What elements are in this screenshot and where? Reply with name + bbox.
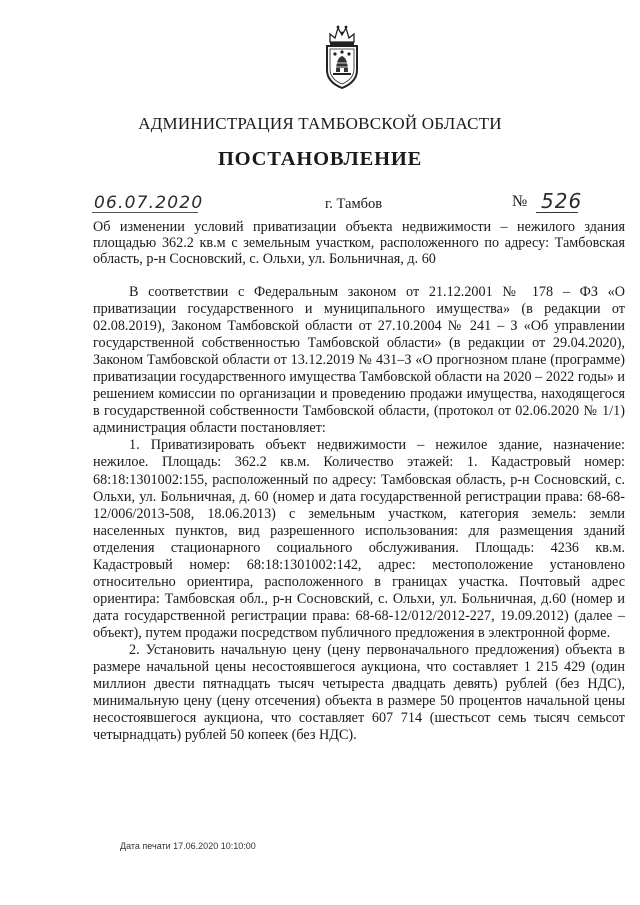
document-type-title: ПОСТАНОВЛЕНИЕ — [217, 148, 423, 170]
organization-name: АДМИНИСТРАЦИЯ ТАМБОВСКОЙ ОБЛАСТИ — [138, 114, 502, 133]
number-underline — [536, 212, 578, 213]
tambov-coat-of-arms-icon — [322, 22, 362, 92]
item-2-paragraph: 2. Установить начальную цену (цену первоначального предложения) объекта в размере начальной цены несостоявшегося аукциона, что составляет 1 215 429 (один миллион двести пятнадцать тысяч четыреста двадцать девять) рублей (без НДС), минимальную цену (цену отсечения) объекта в размере 50 процентов начальной цены несостоявшегося аукциона, что составляет 607 714 (шестьсот семь тысяч семьсот четырнадцать) рублей 50 копеек (без НДС). — [93, 641, 625, 744]
print-date-footer: Дата печати 17.06.2020 10:10:00 — [120, 841, 256, 851]
document-number-sign: № — [512, 193, 528, 210]
date-underline — [92, 212, 198, 213]
document-subject: Об изменении условий приватизации объекта недвижимости – нежилого здания площадью 362.2 кв.м с земельным участком, расположенного по адресу: Тамбовская область, р-н Сосновский, с. Ольхи, ул. Больничная, д. 60 — [93, 219, 625, 267]
document-body — [93, 284, 625, 744]
document-date: 06.07.2020 — [94, 193, 204, 213]
preamble-paragraph: В соответствии с Федеральным законом от 21.12.2001 № 178 – ФЗ «О приватизации государственного и муниципального имущества» (в редакции от 02.08.2019), Законом Тамбовской области от 27.10.2004 № 241 – З «Об управлении государственной собственностью Тамбовской области» (в редакции от 29.04.2020), Законом Тамбовской области от 13.12.2019 № 431–З «О прогнозном плане (программе) приватизации государственного имущества Тамбовской области на 2020 – 2022 годы» и решением комиссии по организации и проведению продажи имущества, находящегося в государственной собственности Тамбовской области, (протокол от 02.06.2020 № 1/1) администрация области постановляет: — [93, 284, 625, 437]
document-number: 526 — [541, 189, 583, 213]
document-city: г. Тамбов — [325, 196, 383, 212]
item-1-paragraph: 1. Приватизировать объект недвижимости – нежилое здание, назначение: нежилое. Площадь: 362.2 кв.м. Количество этажей: 1. Кадастровый номер: 68:18:1301002:155, расположенный по адресу: Тамбовская область, р-н Сосновский, с. Ольхи, ул. Больничная, д. 60 (номер и дата государственной регистрации права: 68-68-12/006/2013-508, 18.06.2013) с земельным участком, категория земель: земли населенных пунктов, вид разрешенного использования: для размещения зданий отделения стационарного социального обслуживания. Площадь: 4236 кв.м. Кадастровый номер: 68:18:1301002:142, адрес: местоположение установлено относительно ориентира, расположенного в границах участка. Почтовый адрес ориентира: Тамбовская обл., р-н Сосновский, с. Ольхи, ул. Больничная, д.60 (номер и дата государственной регистрации права: 68-68-12/012/2012-227, 19.09.2012) (далее – объект), путем продажи посредством публичного предложения в электронной форме. — [93, 437, 625, 641]
